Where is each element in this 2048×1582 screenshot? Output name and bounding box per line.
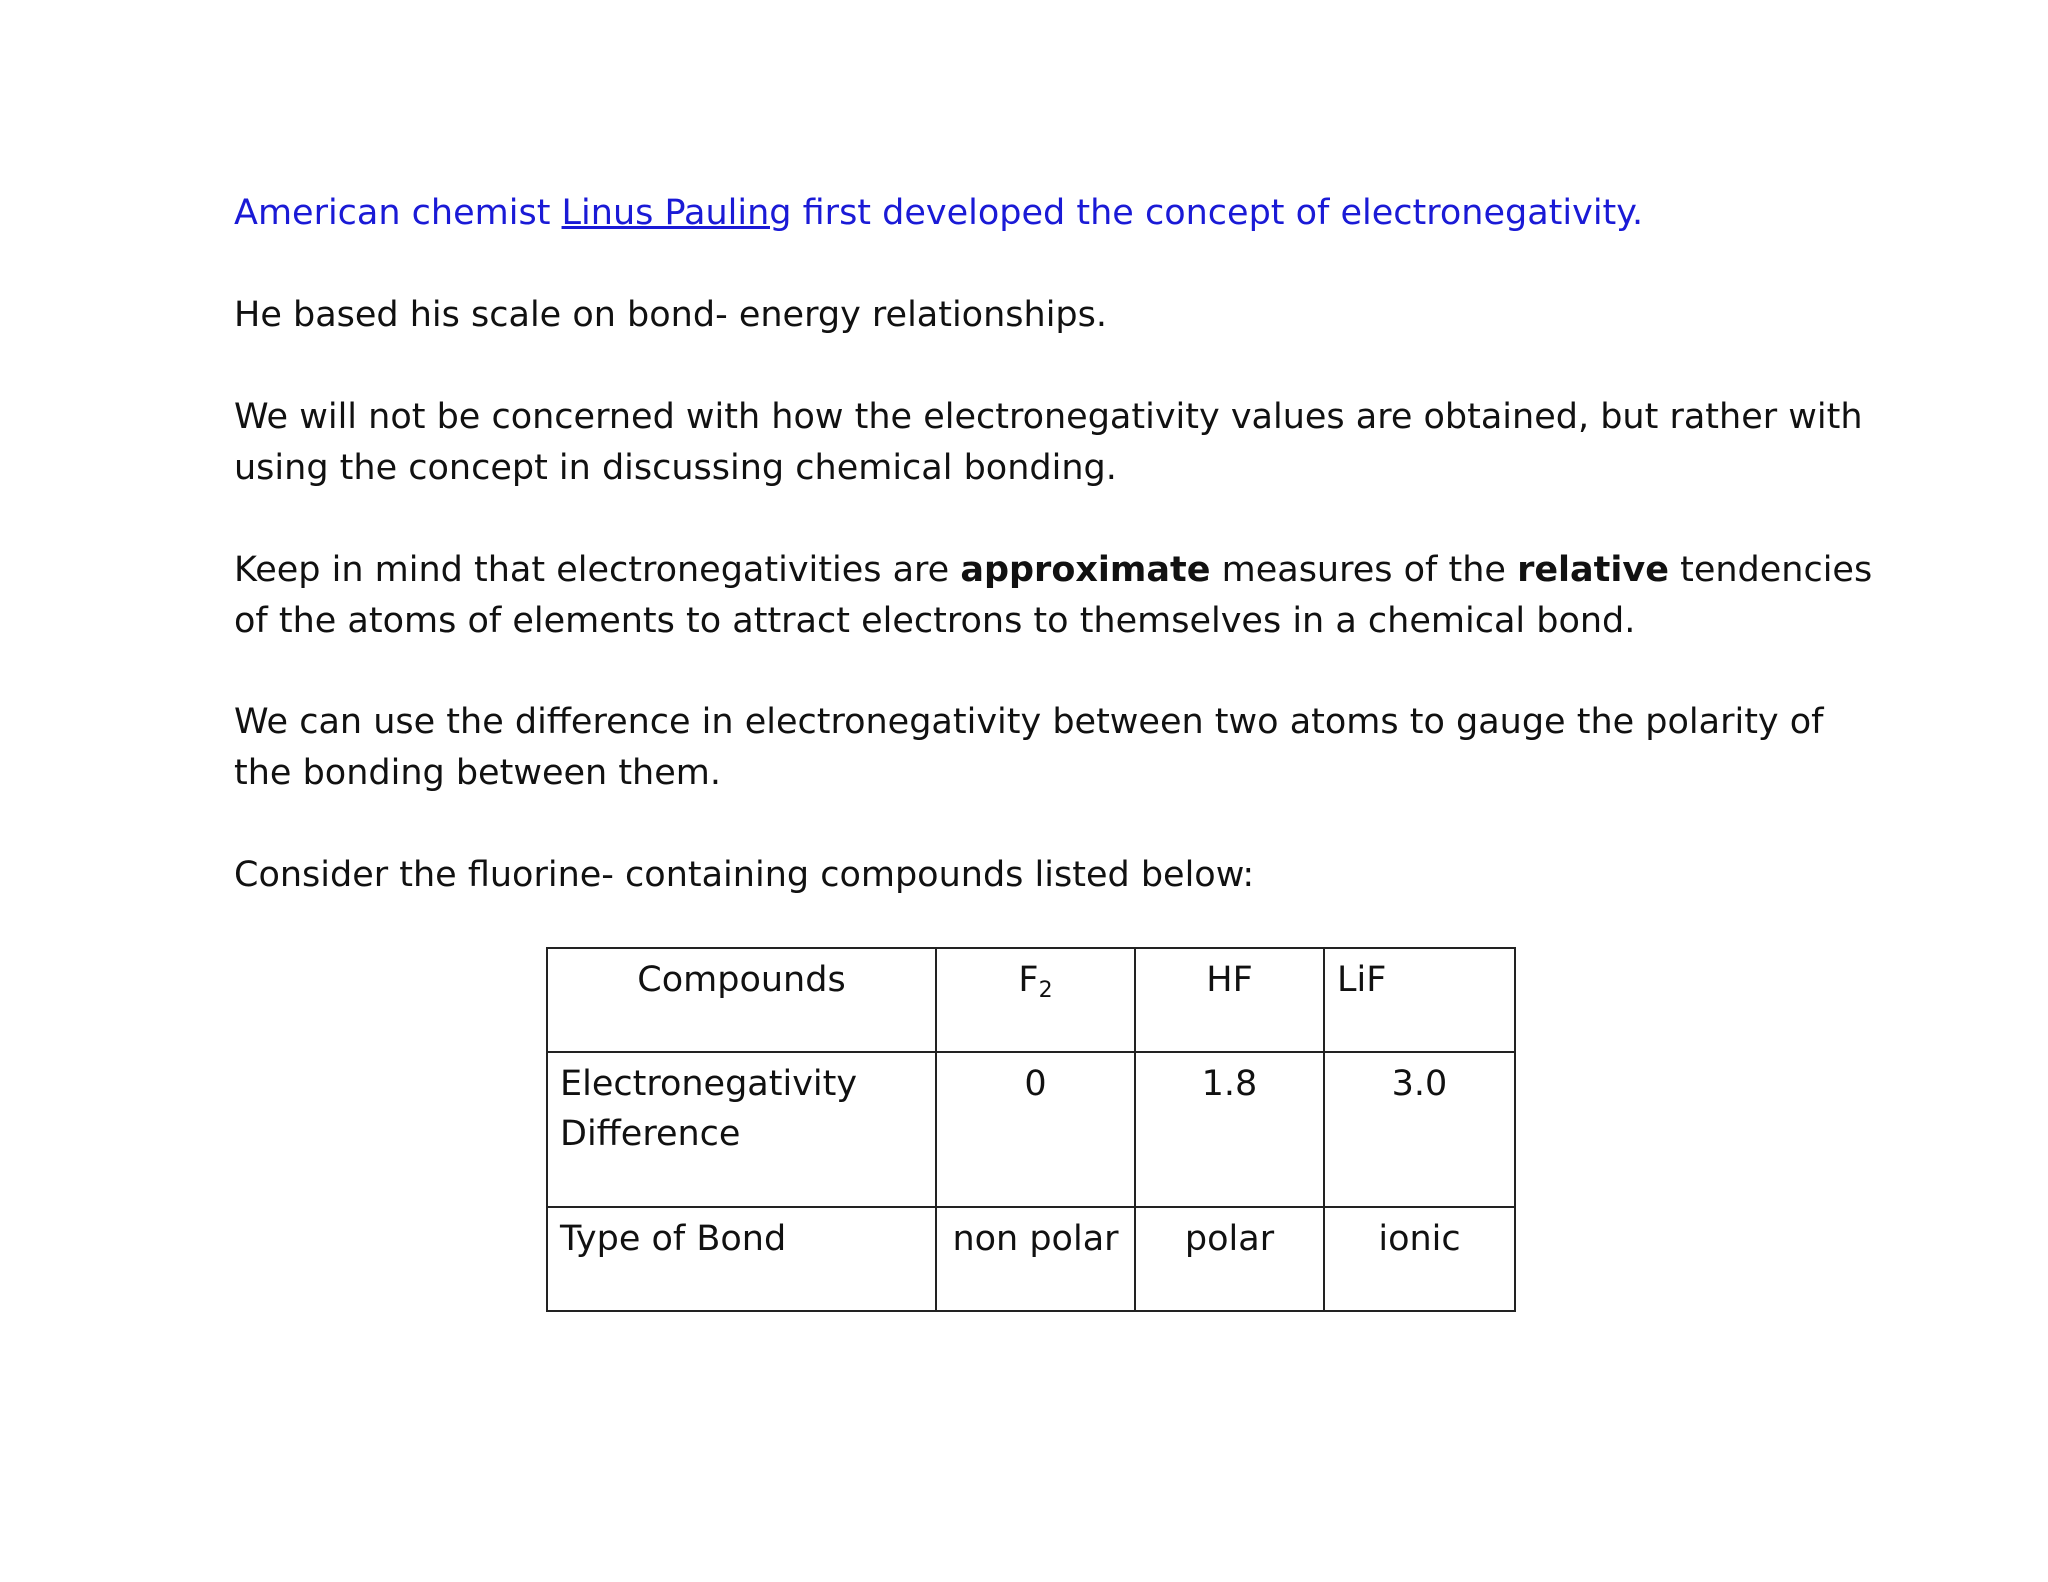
lif-bond-cell: ionic [1324, 1207, 1515, 1311]
concern-line-2: using the concept in discussing chemical bonding. [234, 448, 1117, 488]
keep-text-before: Keep in mind that electronegativities are [234, 550, 961, 590]
consider-paragraph: Consider the fluorine- containing compounds listed below: [234, 855, 1255, 895]
approximate-bold: approximate [960, 550, 1211, 590]
difference-line-2: the bonding between them. [234, 753, 721, 793]
hf-header-cell: HF [1135, 948, 1324, 1052]
relative-bold: relative [1517, 550, 1669, 590]
hf-en-cell: 1.8 [1135, 1052, 1324, 1207]
table-header-row [547, 948, 1515, 1052]
f2-subscript: 2 [1038, 978, 1053, 1003]
compounds-header-cell: Compounds [547, 948, 936, 1052]
en-label-line-2: Difference [560, 1114, 741, 1154]
scale-paragraph: He based his scale on bond- energy relationships. [234, 295, 1108, 335]
intro-text-after: first developed the concept of electronegativity. [791, 193, 1644, 233]
f2-header-cell [936, 948, 1135, 1052]
f2-bond-cell: non polar [936, 1207, 1135, 1311]
f2-en-cell: 0 [936, 1052, 1135, 1207]
hf-bond-cell: polar [1135, 1207, 1324, 1311]
keep-line-2: of the atoms of elements to attract electrons to themselves in a chemical bond. [234, 601, 1636, 641]
table-row [547, 1207, 1515, 1311]
lif-en-cell: 3.0 [1324, 1052, 1515, 1207]
bond-type-label-cell: Type of Bond [547, 1207, 936, 1311]
concern-line-1: We will not be concerned with how the electronegativity values are obtained, but rather with [234, 397, 1863, 437]
difference-paragraph [234, 697, 1854, 799]
electronegativity-label-cell [547, 1052, 936, 1207]
keep-text-middle: measures of the [1210, 550, 1518, 590]
intro-paragraph [234, 188, 1854, 239]
lif-header-cell: LiF [1324, 948, 1515, 1052]
keep-in-mind-paragraph [234, 545, 1873, 647]
en-label-line-1: Electronegativity [560, 1064, 858, 1104]
concern-paragraph [234, 392, 1863, 494]
compounds-table [546, 947, 1516, 1312]
difference-line-1: We can use the difference in electronegativity between two atoms to gauge the polarity of [234, 702, 1824, 742]
table-row [547, 1052, 1515, 1207]
intro-text-before: American chemist [234, 193, 562, 233]
keep-text-after: tendencies [1668, 550, 1873, 590]
f2-symbol: F [1018, 960, 1039, 1000]
linus-pauling-link[interactable]: Linus Pauling [561, 193, 792, 233]
